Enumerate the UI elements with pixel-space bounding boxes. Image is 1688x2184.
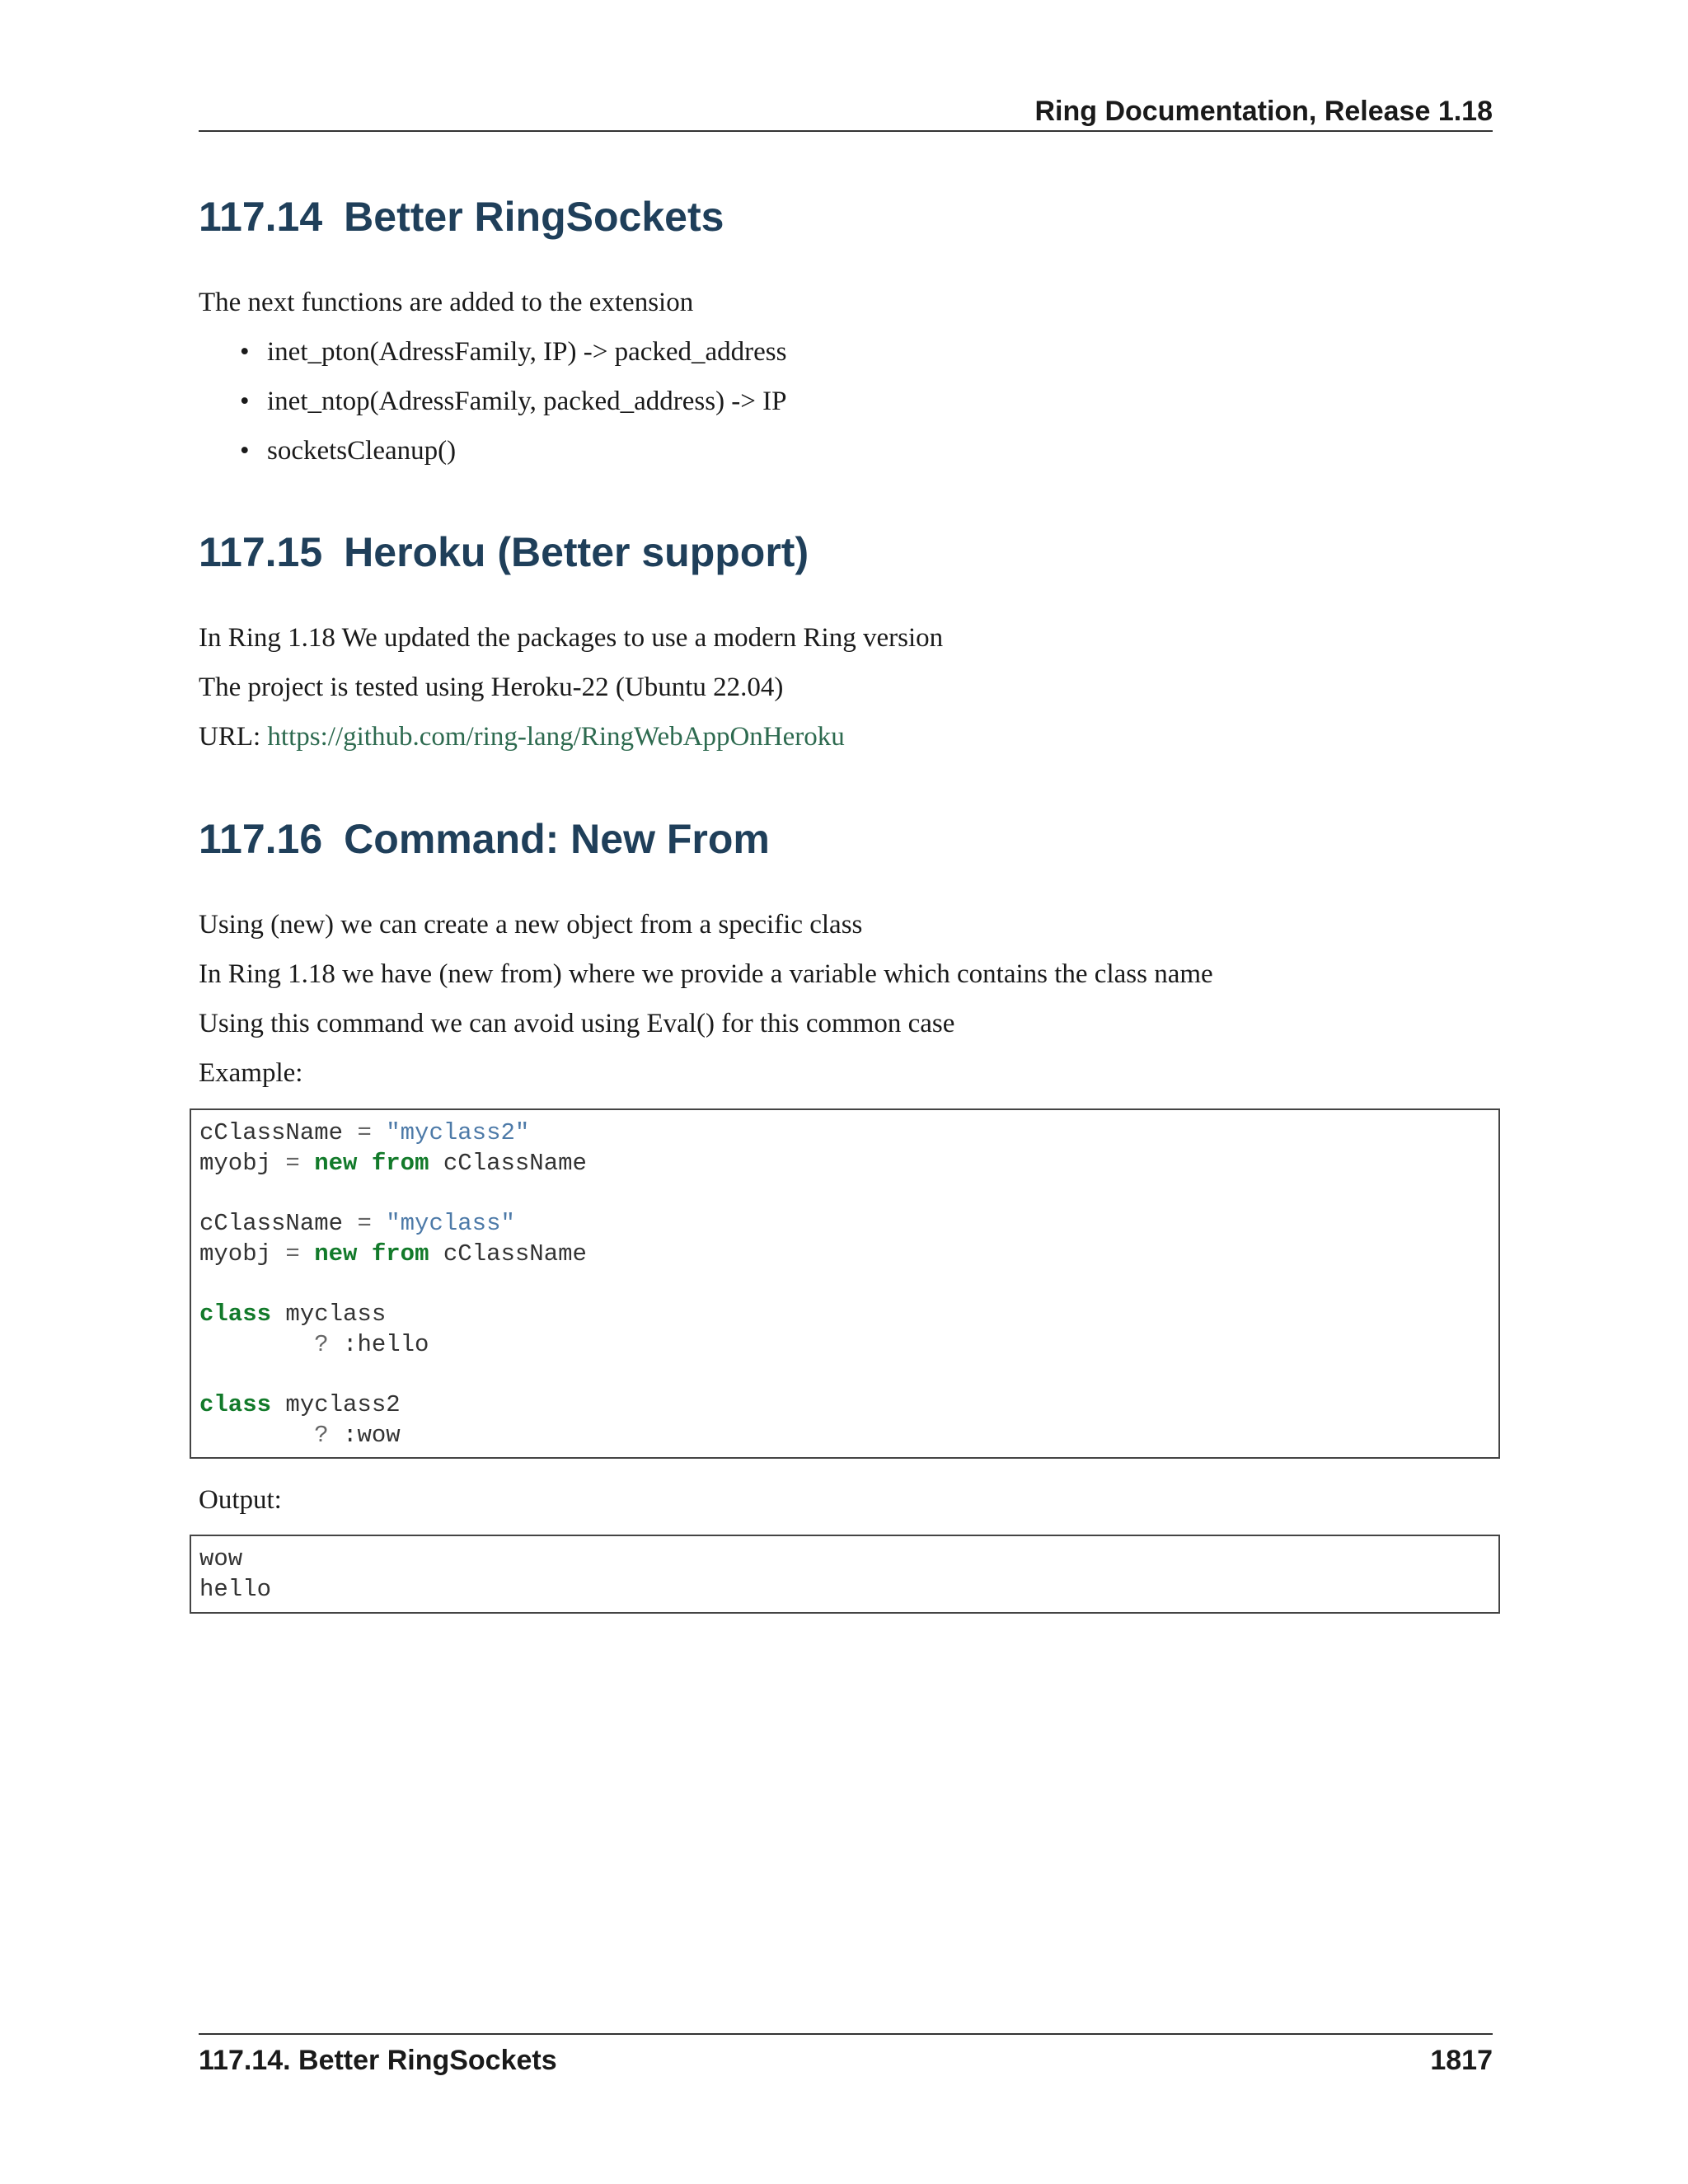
section-title: Heroku (Better support)	[344, 529, 809, 575]
list-item-text: socketsCleanup()	[267, 436, 457, 466]
footer-section: 117.14. Better RingSockets	[199, 2045, 557, 2076]
section-title: Better RingSockets	[344, 194, 724, 240]
output-code-block[interactable]	[190, 1535, 1500, 1614]
example-code-block[interactable]	[190, 1108, 1500, 1459]
code-listing: cClassName = "myclass2" myobj = new from cClassName cClassName = "myclass" myobj = new from cClassName class myclass ? :hello class myclass2 ? :wow	[199, 1119, 587, 1450]
section-number: 117.16	[199, 816, 323, 862]
page-number: 1817	[1430, 2045, 1493, 2076]
list-item	[199, 434, 787, 484]
output-label: Output:	[199, 1485, 282, 1515]
paragraph: In Ring 1.18 We updated the packages to use a modern Ring version	[199, 623, 944, 653]
list-item	[199, 385, 787, 434]
url-paragraph	[199, 720, 845, 753]
paragraph: Using this command we can avoid using Eval() for this common case	[199, 1009, 955, 1038]
running-footer	[199, 2033, 1493, 2079]
list-item-text: inet_ntop(AdressFamily, packed_address) -> IP	[267, 387, 787, 416]
bullet-icon: •	[240, 436, 250, 466]
paragraph: Using (new) we can create a new object from a specific class	[199, 910, 863, 940]
bullet-icon: •	[240, 387, 250, 416]
section-heading-117-15	[199, 527, 809, 577]
bullet-icon: •	[240, 337, 250, 367]
output-line: wow	[199, 1545, 243, 1572]
section-heading-117-14	[199, 192, 724, 241]
paragraph: The project is tested using Heroku-22 (Ubuntu 22.04)	[199, 673, 784, 702]
section-heading-117-16	[199, 814, 770, 864]
output-listing	[199, 1544, 1490, 1605]
section-title: Command: New From	[344, 816, 770, 862]
example-label: Example:	[199, 1058, 303, 1088]
section-number: 117.15	[199, 529, 323, 575]
output-line: hello	[199, 1575, 272, 1603]
heroku-repo-link[interactable]: https://github.com/ring-lang/RingWebAppOnHeroku	[267, 722, 845, 752]
list-item	[199, 335, 787, 385]
list-item-text: inet_pton(AdressFamily, IP) -> packed_address	[267, 337, 787, 367]
running-header: Ring Documentation, Release 1.18	[199, 92, 1493, 132]
section-number: 117.14	[199, 194, 323, 240]
paragraph: In Ring 1.18 we have (new from) where we provide a variable which contains the class name	[199, 959, 1213, 989]
function-list	[199, 335, 787, 484]
url-label: URL:	[199, 722, 261, 752]
paragraph: The next functions are added to the extension	[199, 288, 694, 317]
